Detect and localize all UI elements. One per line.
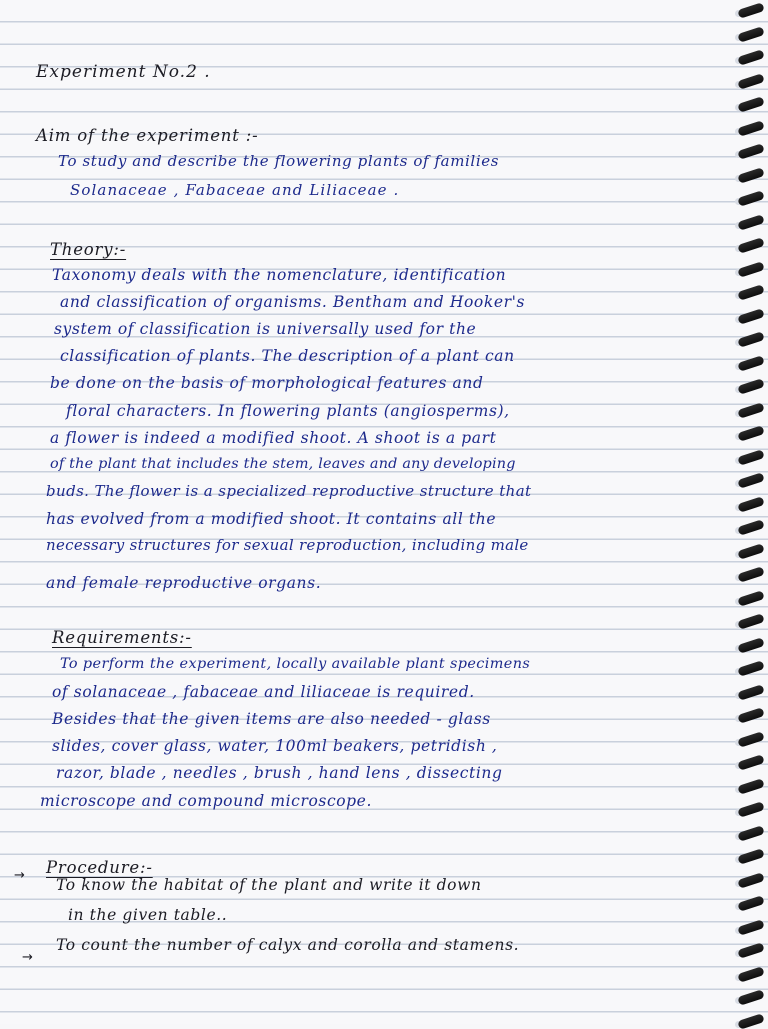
spiral-ring: [737, 496, 765, 513]
spiral-ring: [737, 660, 765, 677]
theory-line: system of classification is universally used for the: [54, 320, 477, 338]
theory-line: buds. The flower is a specialized reproductive structure that: [46, 482, 532, 500]
requirements-line: slides, cover glass, water, 100ml beakers, petridish ,: [52, 737, 498, 755]
spiral-ring: [737, 895, 765, 912]
spiral-ring: [737, 472, 765, 489]
spiral-ring: [737, 543, 765, 560]
spiral-ring: [737, 73, 765, 90]
requirements-heading: Requirements:-: [52, 628, 192, 647]
spiral-ring: [737, 731, 765, 748]
theory-line: and classification of organisms. Bentham and Hooker's: [60, 293, 526, 311]
spiral-ring: [737, 2, 765, 19]
requirements-line: microscope and compound microscope.: [40, 792, 372, 810]
theory-line: and female reproductive organs.: [46, 574, 322, 592]
theory-line: floral characters. In flowering plants (angiosperms),: [66, 402, 510, 420]
spiral-ring: [737, 49, 765, 66]
spiral-ring: [737, 402, 765, 419]
spiral-ring: [737, 919, 765, 936]
spiral-ring: [737, 825, 765, 842]
spiral-ring: [737, 355, 765, 372]
spiral-ring: [737, 566, 765, 583]
spiral-ring: [737, 989, 765, 1006]
spiral-ring: [737, 637, 765, 654]
arrow-bullet-icon: →: [14, 868, 25, 883]
arrow-bullet-icon: →: [22, 950, 33, 965]
spiral-ring: [737, 801, 765, 818]
spiral-ring: [737, 237, 765, 254]
spiral-ring: [737, 120, 765, 137]
spiral-ring: [737, 613, 765, 630]
spiral-ring: [737, 378, 765, 395]
spiral-ring: [737, 1013, 765, 1029]
theory-line: classification of plants. The description of a plant can: [60, 347, 515, 365]
spiral-ring: [737, 96, 765, 113]
spiral-ring: [737, 331, 765, 348]
spiral-ring: [737, 684, 765, 701]
spiral-ring: [737, 707, 765, 724]
requirements-line: To perform the experiment, locally available plant specimens: [60, 656, 531, 672]
spiral-ring: [737, 449, 765, 466]
procedure-step-1-cont: in the given table..: [68, 906, 228, 924]
spiral-ring: [737, 848, 765, 865]
spiral-ring: [737, 966, 765, 983]
spiral-ring: [737, 942, 765, 959]
requirements-line: of solanaceae , fabaceae and liliaceae is required.: [52, 683, 475, 701]
theory-line: necessary structures for sexual reproduction, including male: [46, 536, 529, 554]
spiral-ring: [737, 590, 765, 607]
spiral-ring: [737, 308, 765, 325]
spiral-ring: [737, 143, 765, 160]
spiral-ring: [737, 754, 765, 771]
theory-line: Taxonomy deals with the nomenclature, identification: [52, 266, 507, 284]
spiral-ring: [737, 519, 765, 536]
requirements-line: razor, blade , needles , brush , hand lens , dissecting: [56, 764, 503, 782]
spiral-ring: [737, 425, 765, 442]
spiral-ring: [737, 778, 765, 795]
procedure-heading: Procedure:-: [46, 858, 153, 877]
theory-line: be done on the basis of morphological features and: [50, 374, 484, 392]
theory-heading: Theory:-: [50, 240, 127, 259]
procedure-step-1: To know the habitat of the plant and write it down: [56, 876, 482, 894]
requirements-line: Besides that the given items are also needed - glass: [52, 710, 491, 728]
spiral-ring: [737, 190, 765, 207]
aim-line-2: Solanaceae , Fabaceae and Liliaceae .: [70, 181, 400, 199]
spiral-ring: [737, 26, 765, 43]
spiral-ring: [737, 284, 765, 301]
experiment-title: Experiment No.2 .: [36, 62, 211, 82]
spiral-ring: [737, 167, 765, 184]
aim-heading: Aim of the experiment :-: [36, 126, 259, 145]
spiral-ring: [737, 261, 765, 278]
aim-line-1: To study and describe the flowering plants of families: [58, 152, 499, 170]
theory-line: a flower is indeed a modified shoot. A shoot is a part: [50, 429, 497, 447]
procedure-step-2: To count the number of calyx and corolla and stamens.: [56, 936, 520, 954]
theory-line: has evolved from a modified shoot. It contains all the: [46, 510, 497, 528]
spiral-ring: [737, 872, 765, 889]
spiral-binding: [734, 0, 768, 1024]
spiral-ring: [737, 214, 765, 231]
theory-line: of the plant that includes the stem, leaves and any developing: [50, 456, 516, 472]
